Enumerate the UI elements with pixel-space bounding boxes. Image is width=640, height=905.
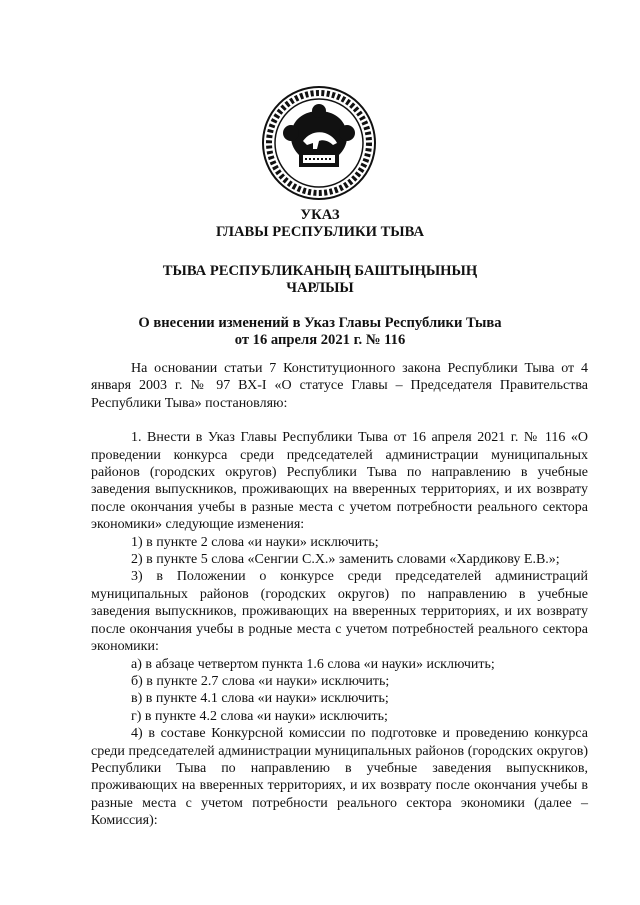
paragraph-1: 1. Внести в Указ Главы Республики Тыва от 16 апреля 2021 г. № 116 «О проведении конкурса среди председателей администрации муниципальных районов (городских округов) Республики Тыва по направлению в учебные заведения выпускников, проживающих на вверенных территориях, и их возврату после окончания учебы в разные места с учетом потребности реального сектора экономики» следующие изменения: bbox=[91, 430, 588, 533]
subitem-3c: в) в пункте 4.1 слова «и науки» исключить; bbox=[131, 691, 389, 707]
decree-title: УКАЗ bbox=[300, 207, 340, 223]
decree-heading bbox=[80, 207, 560, 241]
subitem-4: 4) в составе Конкурсной комиссии по подготовке и проведению конкурса среди председателей администрации муниципальных районов (городских округов) Республики Тыва по направлению в учебные заведения выпускников, проживающих на вверенных территориях, и их возврату после окончания учебы в разные места с учетом потребности реального сектора экономики (далее – Комиссия): bbox=[91, 726, 588, 829]
subitem-3: 3) в Положении о конкурсе среди председателей администраций муниципальных районов (городских округов) по направлению в учебные заведения выпускников, проживающих на вверенных территориях, и их возврату после окончания учебы в родные места с учетом потребностей реального сектора экономики: bbox=[91, 569, 588, 655]
decree-subtitle: ГЛАВЫ РЕСПУБЛИКИ ТЫВА bbox=[216, 224, 424, 240]
coat-of-arms-emblem bbox=[261, 85, 377, 201]
subitem-3d: г) в пункте 4.2 слова «и науки» исключить; bbox=[131, 708, 388, 724]
tuvan-title-line2: ЧАРЛЫЫ bbox=[286, 280, 354, 296]
preamble-paragraph: На основании статьи 7 Конституционного закона Республики Тыва от 4 января 2003 г. № 97 ВХ-I «О статусе Главы – Председателя Правительства Республики Тыва» постановляю: bbox=[91, 361, 588, 411]
subject-line2: от 16 апреля 2021 г. № 116 bbox=[234, 332, 406, 348]
tuvan-heading bbox=[80, 263, 560, 297]
subject-heading bbox=[80, 315, 560, 349]
subitem-3b: б) в пункте 2.7 слова «и науки» исключить; bbox=[131, 673, 390, 689]
subject-line1: О внесении изменений в Указ Главы Республики Тыва bbox=[138, 315, 502, 331]
subitem-1: 1) в пункте 2 слова «и науки» исключить; bbox=[131, 534, 379, 550]
subitem-3a: а) в абзаце четвертом пункта 1.6 слова «и науки» исключить; bbox=[131, 656, 495, 672]
tuvan-title-line1: ТЫВА РЕСПУБЛИКАНЫҢ БАШТЫҢЫНЫҢ bbox=[162, 263, 478, 279]
document-body bbox=[91, 360, 588, 830]
subitem-2: 2) в пункте 5 слова «Сенгии С.Х.» заменить словами «Хардикову Е.В.»; bbox=[131, 552, 560, 568]
